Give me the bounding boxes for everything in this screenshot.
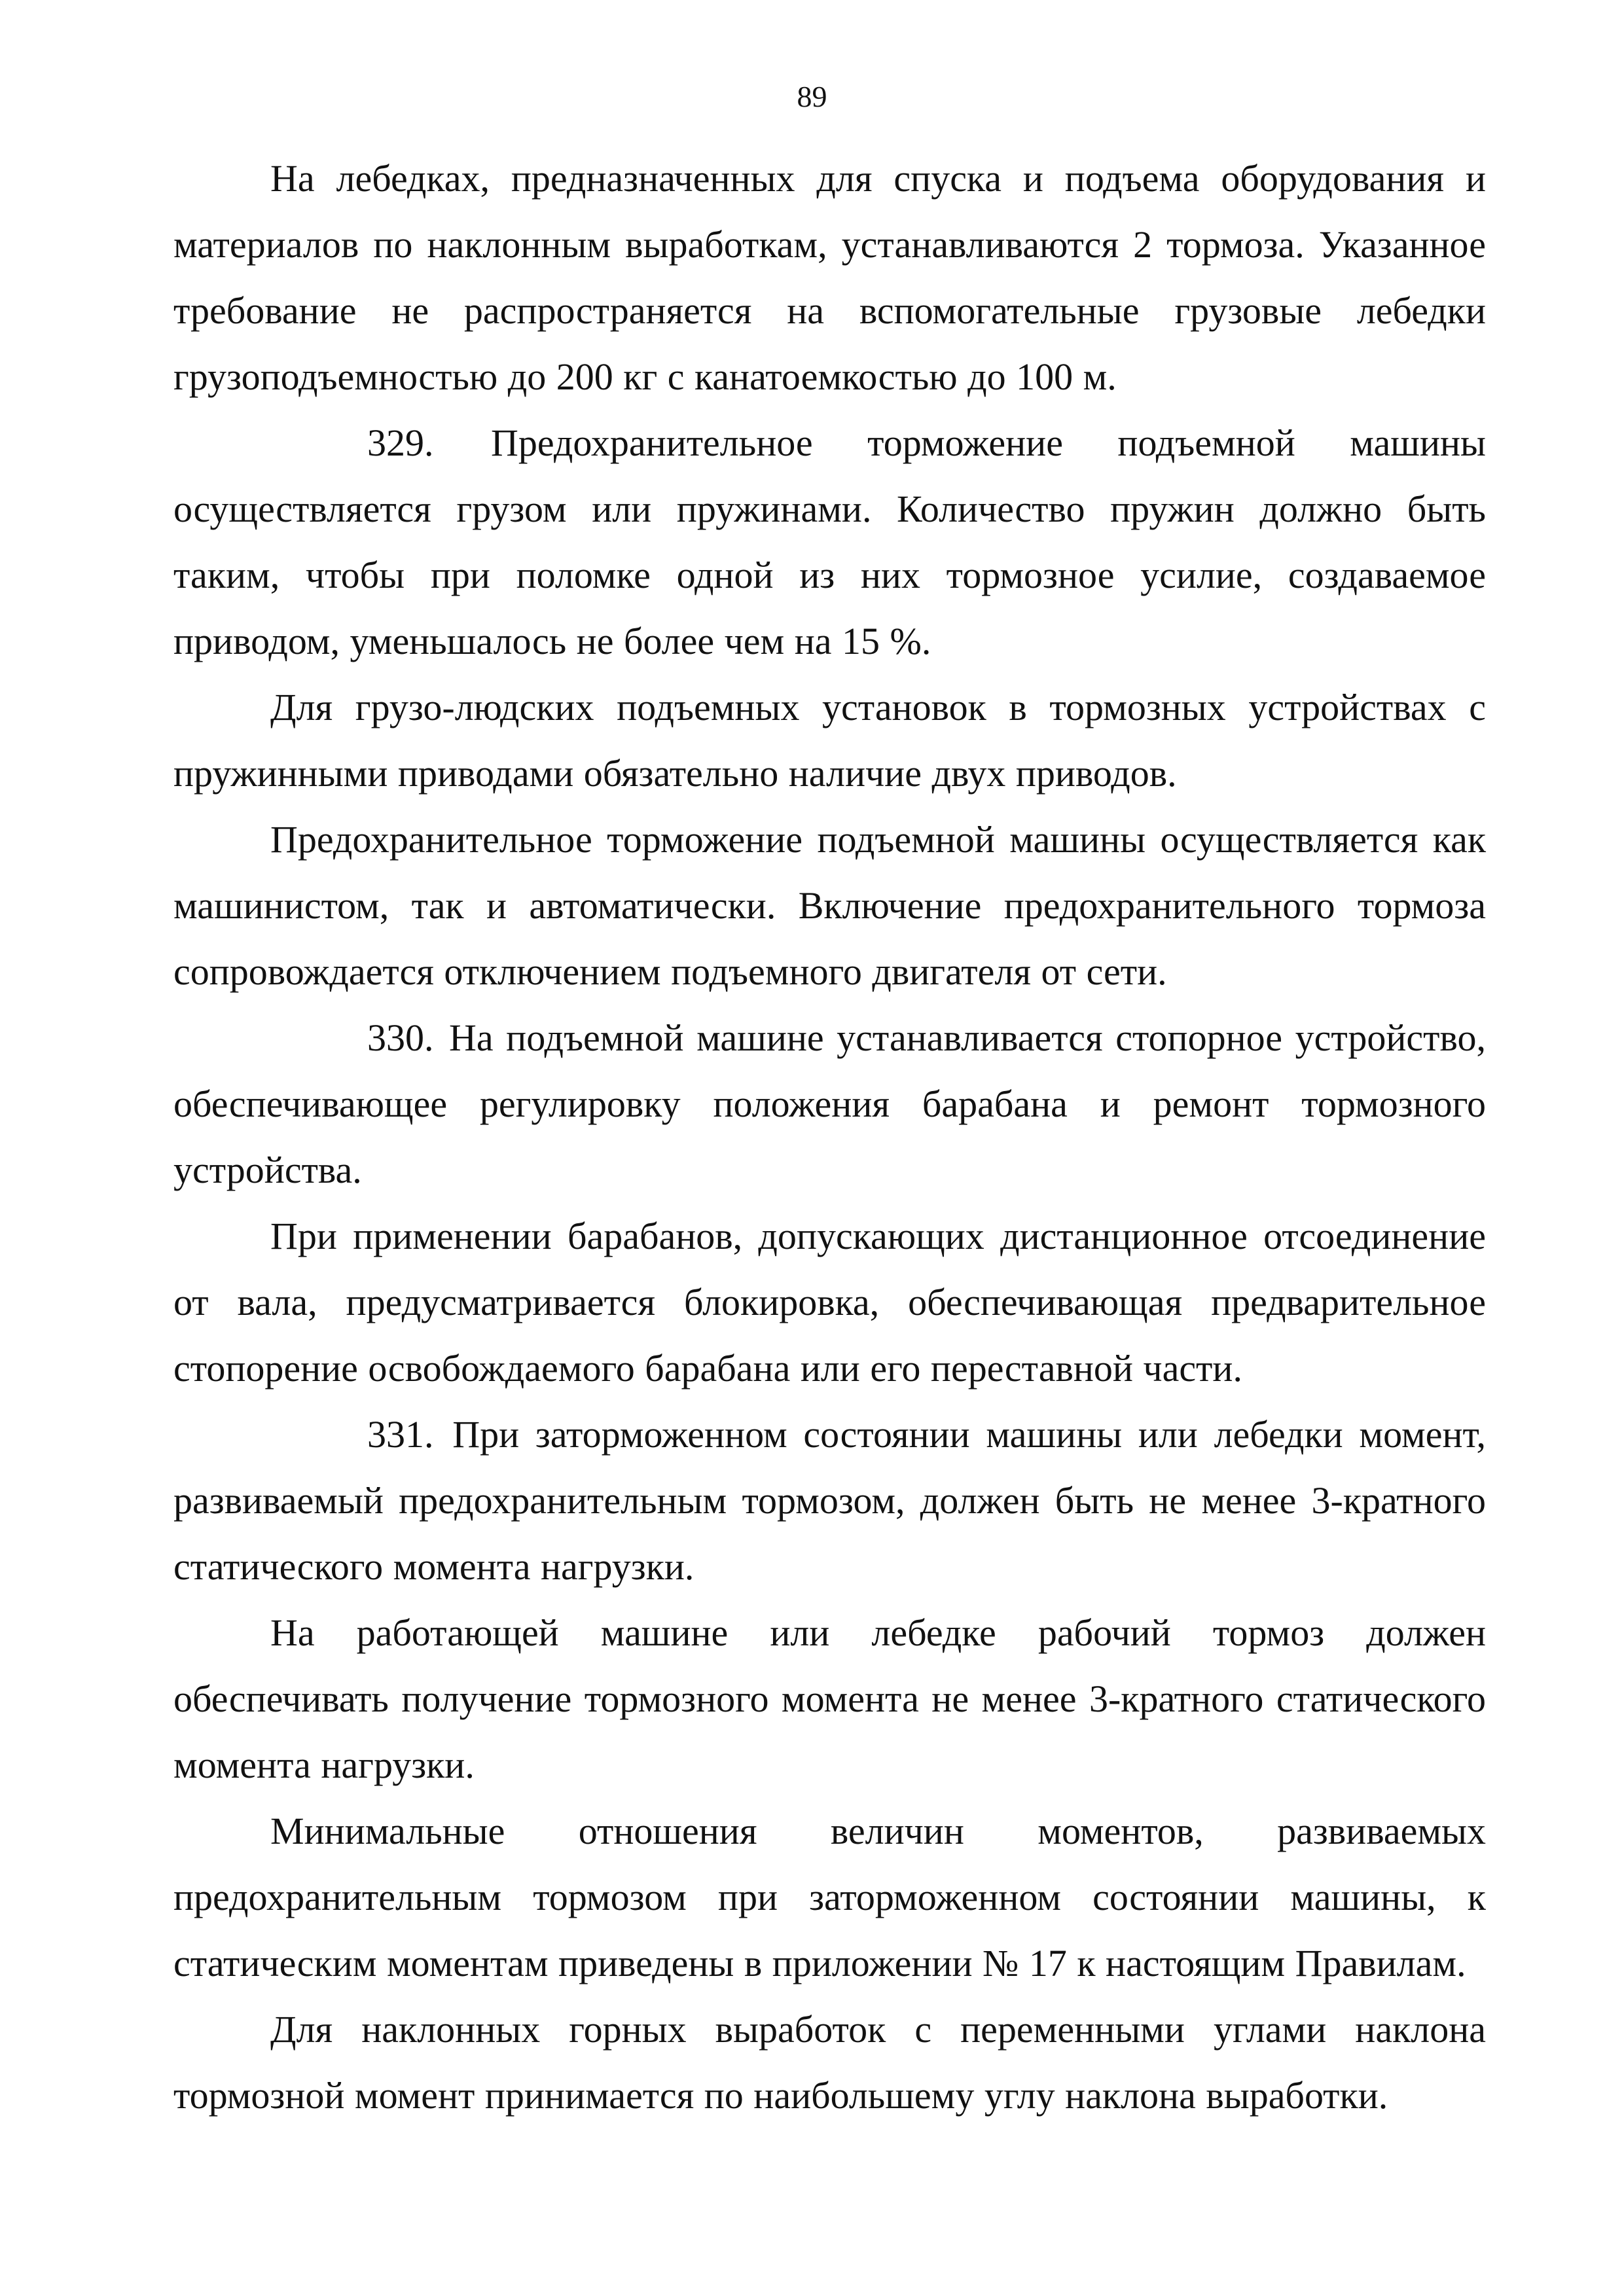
paragraph-text: На подъемной машине устанавливается стопорное устройство, обеспечивающее регулировку положения барабана и ремонт тормозного устройства. [173, 1016, 1486, 1191]
paragraph-text: При применении барабанов, допускающих дистанционное отсоединение от вала, предусматривается блокировка, обеспечивающая предварительное стопорение освобождаемого барабана или его переставной части. [173, 1215, 1486, 1390]
paragraph-text: Для наклонных горных выработок с переменными углами наклона тормозной момент принимается по наибольшему углу наклона выработки. [173, 2008, 1486, 2117]
paragraph-text: На лебедках, предназначенных для спуска и подъема оборудования и материалов по наклонным выработкам, устанавливаются 2 тормоза. Указанное требование не распространяется на вспомогательные грузовые лебедки грузоподъемностью до 200 кг с канатоемкостью до 100 м. [173, 157, 1486, 398]
paragraph-text: Для грузо-людских подъемных установок в тормозных устройствах с пружинными приводами обязательно наличие двух приводов. [173, 686, 1486, 795]
paragraph-drum-disconnection [173, 1203, 1486, 1401]
clause-329 [173, 410, 1486, 674]
document-body [173, 145, 1486, 2128]
clause-330 [173, 1005, 1486, 1203]
paragraph-text: Предохранительное торможение подъемной машины осуществляется как машинистом, так и автоматически. Включение предохранительного тормоза сопровождается отключением подъемного двигателя от сети. [173, 818, 1486, 993]
paragraph-working-brake [173, 1600, 1486, 1798]
clause-number: 331. [367, 1413, 434, 1456]
paragraph-inclined-workings [173, 1996, 1486, 2128]
page-number: 89 [797, 80, 827, 113]
clause-number: 329. [367, 422, 434, 464]
clause-331 [173, 1401, 1486, 1600]
paragraph-text: Минимальные отношения величин моментов, развиваемых предохранительным тормозом при заторможенном состоянии машины, к статическим моментам приведены в приложении № 17 к настоящим Правилам. [173, 1810, 1486, 1984]
paragraph-text: При заторможенном состоянии машины или лебедки момент, развиваемый предохранительным тормозом, должен быть не менее 3-кратного статического момента нагрузки. [173, 1413, 1486, 1588]
paragraph-cargo-passenger-drives [173, 674, 1486, 806]
clause-number: 330. [367, 1016, 434, 1059]
paragraph-winch-brakes [173, 145, 1486, 410]
paragraph-minimum-ratios [173, 1798, 1486, 1996]
paragraph-text: На работающей машине или лебедке рабочий тормоз должен обеспечивать получение тормозного момента не менее 3-кратного статического момента нагрузки. [173, 1611, 1486, 1786]
paragraph-text: Предохранительное торможение подъемной машины осуществляется грузом или пружинами. Количество пружин должно быть таким, чтобы при поломке одной из них тормозное усилие, создаваемое приводом, уменьшалось не более чем на 15 %. [173, 422, 1487, 662]
paragraph-safety-braking-activation [173, 806, 1486, 1005]
